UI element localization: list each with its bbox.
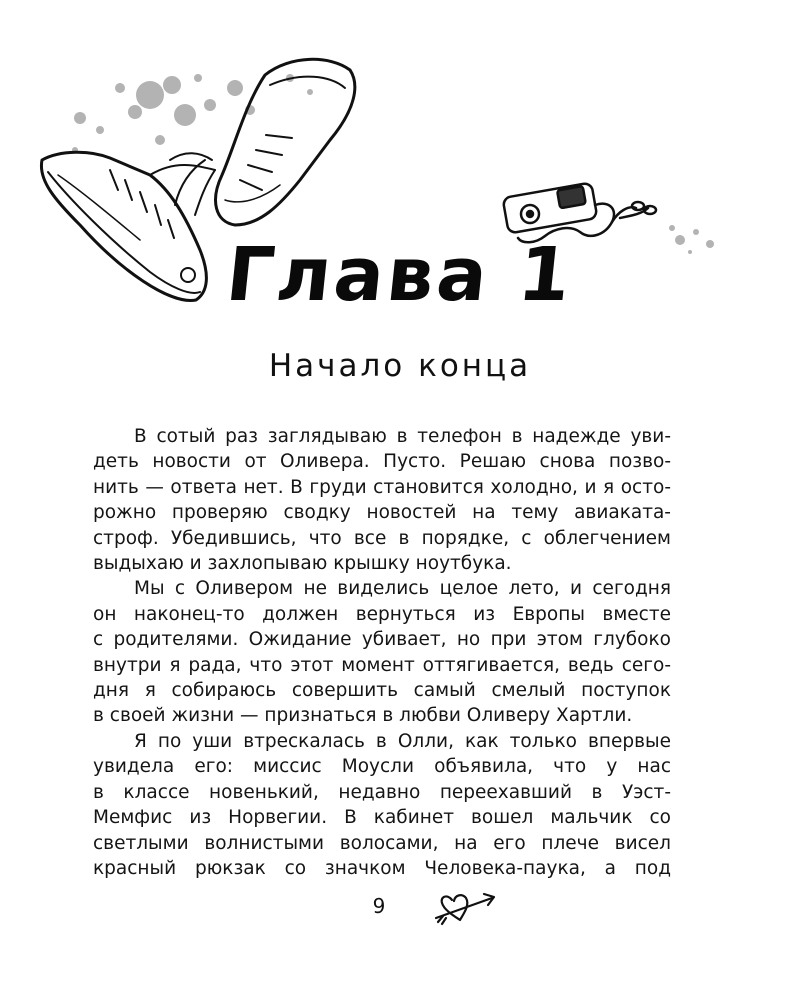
chapter-subtitle: Начало конца xyxy=(268,348,532,384)
page-number: 9 xyxy=(372,894,386,918)
page-footer xyxy=(0,888,800,938)
text-line: внутри я рада, что этот момент оттягивается, ведь сего- xyxy=(93,654,671,676)
text-line: строф. Убедившись, что все в порядке, с облегчением xyxy=(93,527,671,549)
text-line: с родителями. Ожидание убивает, но при этом глубоко xyxy=(93,629,671,651)
text-line: он наконец-то должен вернуться из Европы вместе xyxy=(93,603,671,625)
text-line: Мемфис из Норвегии. В кабинет вошел мальчик со xyxy=(93,807,671,829)
paragraph xyxy=(93,576,671,728)
paragraph xyxy=(93,424,671,576)
text-line: Я по уши втрескалась в Олли, как только впервые xyxy=(134,730,671,752)
text-line: дня я собираюсь совершить самый смелый поступок xyxy=(93,680,671,702)
text-line: увидела его: миссис Моусли объявила, что у нас xyxy=(93,756,671,778)
ink-splatter-icon xyxy=(72,74,714,254)
chapter-title: Глава 1 xyxy=(222,232,578,318)
chapter-body xyxy=(93,424,671,881)
heart-arrow-icon xyxy=(434,888,498,928)
sneakers-icon xyxy=(170,59,355,225)
text-line: рожно проверяю сводку новостей на тему авиаката- xyxy=(93,502,671,524)
text-line: в классе новенький, недавно переехавший в Уэст- xyxy=(93,781,671,803)
paragraph xyxy=(93,729,671,881)
text-line: в своей жизни — признаться в любви Оливеру Хартли. xyxy=(93,705,633,727)
text-line: В сотый раз заглядываю в телефон в надежде уви- xyxy=(134,426,671,447)
text-line: Мы с Оливером не виделись целое лето, и сегодня xyxy=(134,578,671,600)
text-line: красный рюкзак со значком Человека-паука, а под xyxy=(93,857,671,879)
text-line: светлыми волнистыми волосами, на его плече висел xyxy=(93,832,671,854)
text-line: выдыхаю и захлопываю крышку ноутбука. xyxy=(93,553,512,575)
text-line: деть новости от Оливера. Пусто. Решаю снова позво- xyxy=(93,451,671,473)
text-line: нить — ответа нет. В груди становится холодно, и я осто- xyxy=(93,476,671,498)
